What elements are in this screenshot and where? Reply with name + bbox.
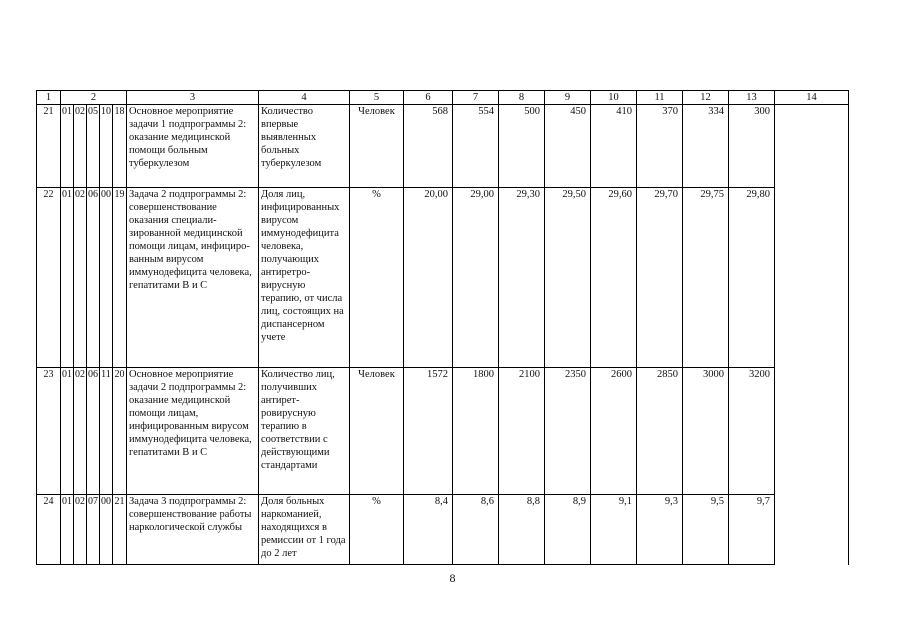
row-number-cell: 24	[37, 495, 61, 565]
code-cell: 02	[74, 495, 87, 565]
code-cell: 07	[87, 495, 100, 565]
value-cell: 2850	[637, 368, 683, 495]
unit-cell: %	[350, 188, 404, 368]
indicator-cell: Доля лиц, инфицированных вирусом иммунодефицита человека, получающих антиретровирусную терапию, от числа лиц, состоящих на диспансерном учете	[259, 188, 350, 368]
row-number-cell: 23	[37, 368, 61, 495]
code-cell: 10	[100, 105, 113, 188]
value-cell: 9,5	[683, 495, 729, 565]
code-cell: 21	[113, 495, 127, 565]
code-cell: 01	[61, 105, 74, 188]
header-cell: 5	[350, 91, 404, 105]
header-cell: 6	[404, 91, 453, 105]
value-cell: 300	[729, 105, 775, 188]
code-cell: 02	[74, 368, 87, 495]
header-cell: 9	[545, 91, 591, 105]
name-cell: Задача 3 подпрограммы 2: совершенствование работы наркологической службы	[127, 495, 259, 565]
code-cell: 00	[100, 188, 113, 368]
code-cell: 11	[100, 368, 113, 495]
value-cell: 2350	[545, 368, 591, 495]
value-cell: 3200	[729, 368, 775, 495]
header-cell: 12	[683, 91, 729, 105]
unit-cell: Человек	[350, 105, 404, 188]
table-row	[37, 495, 849, 565]
value-cell: 20,00	[404, 188, 453, 368]
indicator-cell: Количество впервые выявленных больных туберкулезом	[259, 105, 350, 188]
value-cell: 2100	[499, 368, 545, 495]
value-cell: 29,00	[453, 188, 499, 368]
value-cell: 1800	[453, 368, 499, 495]
row-number-cell: 22	[37, 188, 61, 368]
code-cell: 01	[61, 495, 74, 565]
value-cell: 8,4	[404, 495, 453, 565]
code-cell: 01	[61, 368, 74, 495]
header-cell: 13	[729, 91, 775, 105]
value-cell: 1572	[404, 368, 453, 495]
value-cell: 29,50	[545, 188, 591, 368]
header-cell: 4	[259, 91, 350, 105]
name-cell: Основное мероприятие задачи 2 подпрограммы 2: оказание медицинской помощи лицам, инфицированным вирусом иммунодефицита человека, гепатитами В и С	[127, 368, 259, 495]
header-cell: 8	[499, 91, 545, 105]
unit-cell: Человек	[350, 368, 404, 495]
header-cell: 3	[127, 91, 259, 105]
value-cell: 450	[545, 105, 591, 188]
value-cell: 554	[453, 105, 499, 188]
header-cell: 1	[37, 91, 61, 105]
value-cell: 500	[499, 105, 545, 188]
value-cell: 29,80	[729, 188, 775, 368]
header-cell: 2	[61, 91, 127, 105]
table-row	[37, 188, 849, 368]
table-row	[37, 105, 849, 188]
page-number: 8	[449, 571, 456, 585]
code-cell: 01	[61, 188, 74, 368]
indicator-cell: Количество лиц, получивших антиретровирусную терапию в соответствии с действующими стандартами	[259, 368, 350, 495]
value-cell: 29,70	[637, 188, 683, 368]
code-cell: 06	[87, 188, 100, 368]
table-row	[37, 368, 849, 495]
code-cell: 05	[87, 105, 100, 188]
unit-cell: %	[350, 495, 404, 565]
value-cell: 9,7	[729, 495, 775, 565]
value-cell: 29,60	[591, 188, 637, 368]
code-cell: 06	[87, 368, 100, 495]
value-cell: 29,30	[499, 188, 545, 368]
indicator-cell: Доля больных наркоманией, находящихся в ремиссии от 1 года до 2 лет	[259, 495, 350, 565]
header-cell: 14	[775, 91, 849, 105]
code-cell: 02	[74, 188, 87, 368]
value-cell: 410	[591, 105, 637, 188]
value-cell: 8,9	[545, 495, 591, 565]
code-cell: 20	[113, 368, 127, 495]
value-cell: 334	[683, 105, 729, 188]
value-cell: 3000	[683, 368, 729, 495]
code-cell: 00	[100, 495, 113, 565]
value-cell: 2600	[591, 368, 637, 495]
value-cell: 9,3	[637, 495, 683, 565]
column-14-cell	[775, 105, 849, 565]
header-cell: 7	[453, 91, 499, 105]
indicator-table	[36, 90, 849, 565]
value-cell: 8,8	[499, 495, 545, 565]
value-cell: 8,6	[453, 495, 499, 565]
header-cell: 10	[591, 91, 637, 105]
value-cell: 370	[637, 105, 683, 188]
value-cell: 568	[404, 105, 453, 188]
value-cell: 9,1	[591, 495, 637, 565]
column-number-row	[37, 91, 849, 105]
name-cell: Основное мероприятие задачи 1 подпрограммы 2: оказание медицинской помощи больным туберкулезом	[127, 105, 259, 188]
value-cell: 29,75	[683, 188, 729, 368]
code-cell: 19	[113, 188, 127, 368]
name-cell: Задача 2 подпрограммы 2: совершенствование оказания специализированной медицинской помощи лицам, инфицированным вирусом иммунодефицита человека, гепатитами В и С	[127, 188, 259, 368]
code-cell: 02	[74, 105, 87, 188]
code-cell: 18	[113, 105, 127, 188]
row-number-cell: 21	[37, 105, 61, 188]
header-cell: 11	[637, 91, 683, 105]
